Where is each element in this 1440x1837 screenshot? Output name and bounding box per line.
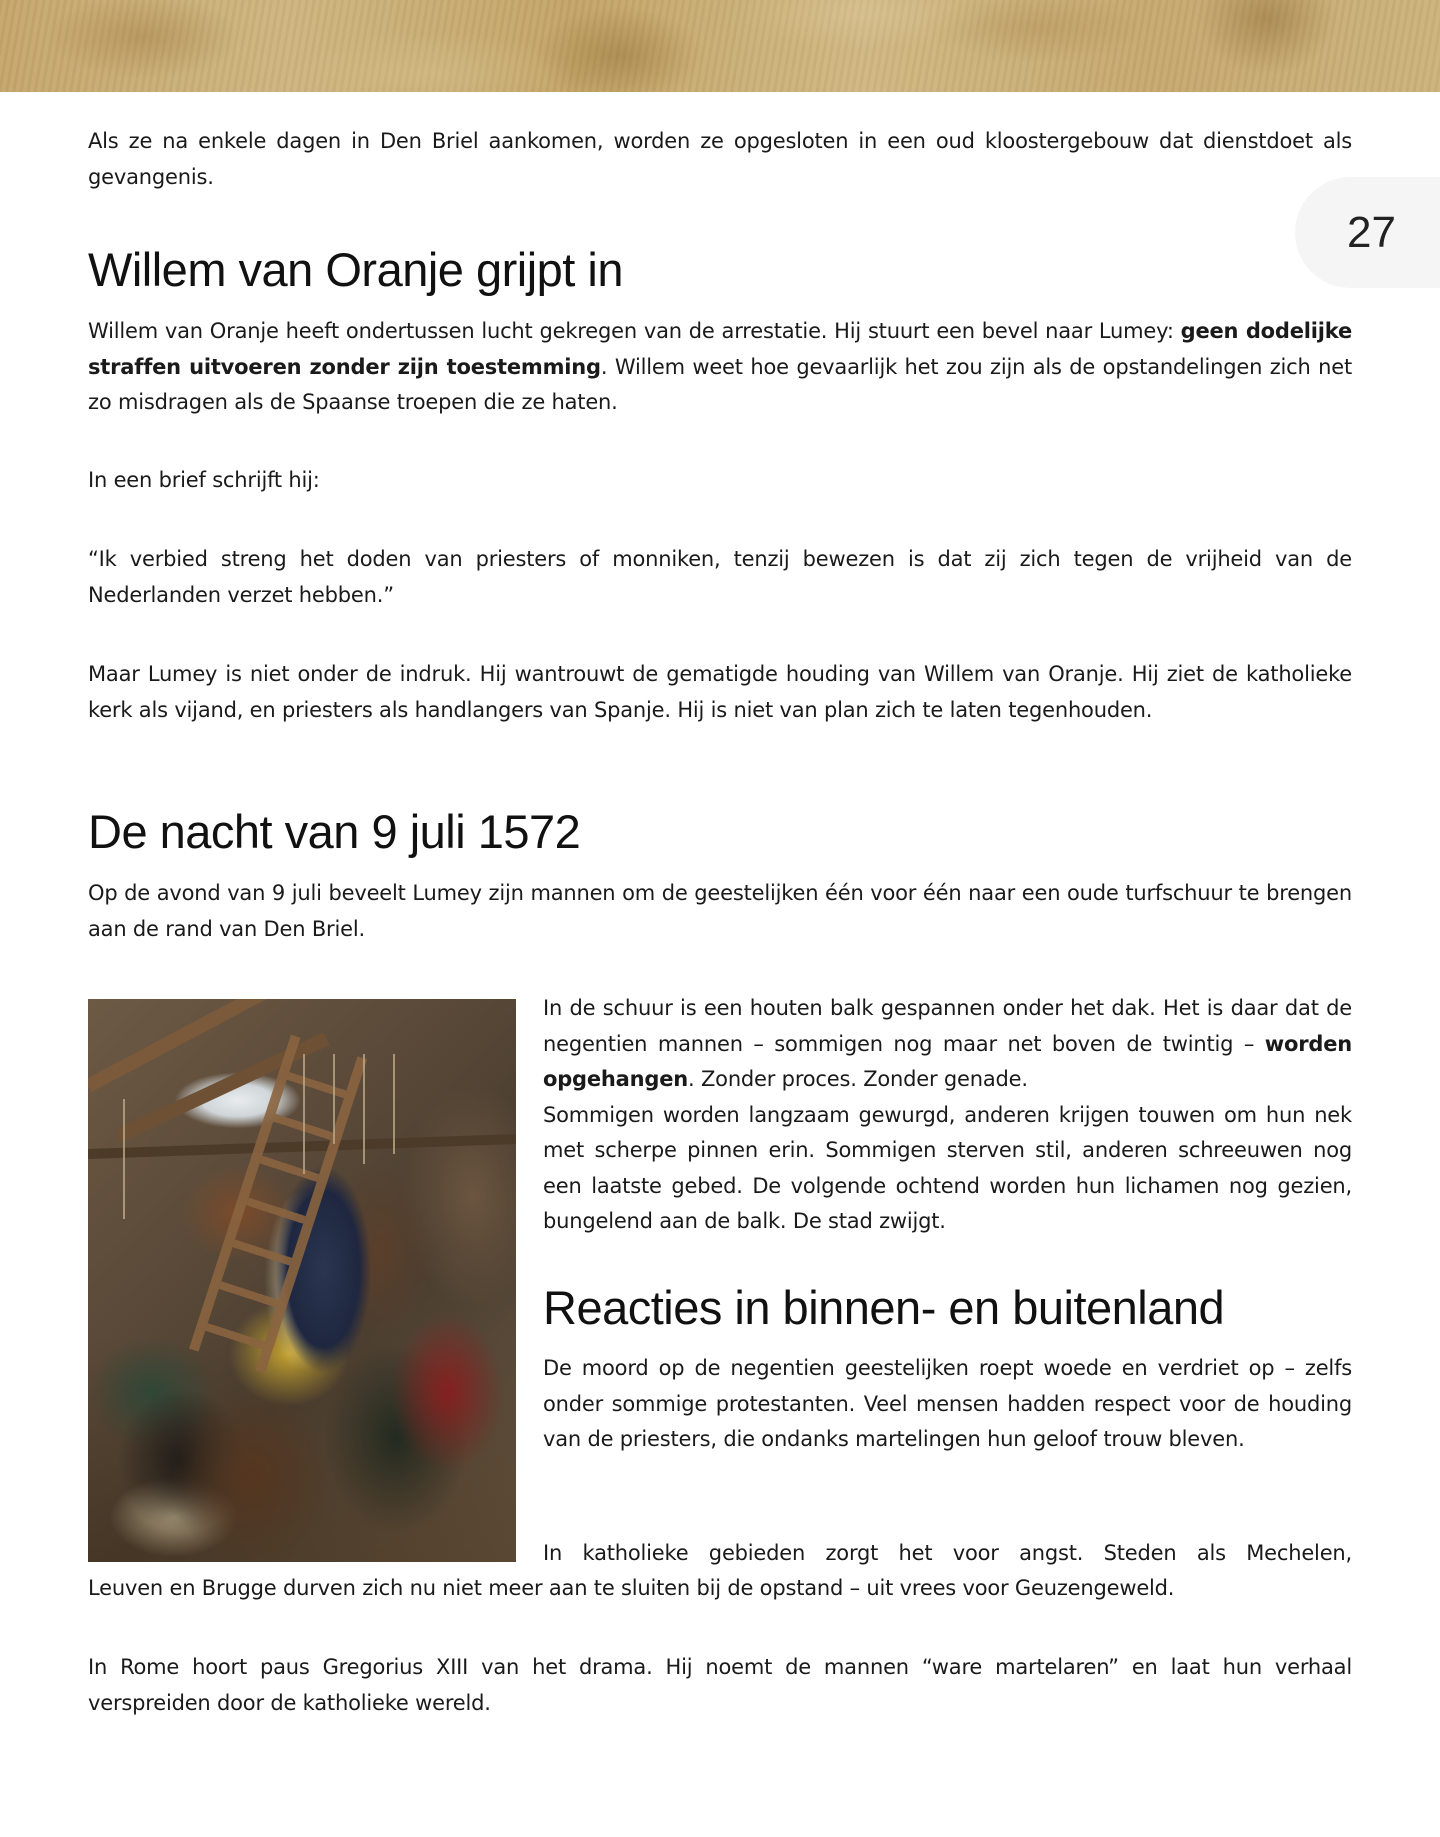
section2-paragraph-3: Sommigen worden langzaam gewurgd, anderen krijgen touwen om hun nek met scherpe pinnen erin. Sommigen sterven stil, anderen schreeuwen nog een laatste gebed. De volgende ochtend worden hun lichamen nog gezien, bungelend aan de balk. De stad zwijgt. bbox=[543, 1102, 1352, 1233]
section2-paragraph-2 bbox=[543, 991, 1352, 1098]
section3-paragraph-2-line-1: In katholieke gebieden zorgt het voor angst. Steden als Mechelen, bbox=[543, 1541, 1352, 1565]
bold-emphasis: geen dodelijke straffen uitvoeren zonder zijn toestemming bbox=[88, 319, 1352, 379]
rope-shape bbox=[363, 1054, 365, 1164]
quote-block bbox=[88, 542, 1352, 613]
section3-p2-line2-block bbox=[88, 1571, 1352, 1607]
section3-p2-line1-block bbox=[543, 1536, 1352, 1572]
section1-p1-block bbox=[88, 314, 1352, 421]
painting-image bbox=[88, 999, 516, 1562]
intro-block bbox=[88, 124, 1352, 195]
section1-p3-block bbox=[88, 657, 1352, 728]
intro-paragraph: Als ze na enkele dagen in Den Briel aankomen, worden ze opgesloten in een oud kloostergebouw dat dienstdoet als gevangenis. bbox=[88, 129, 1352, 189]
section3-p1-block bbox=[543, 1351, 1352, 1458]
rope-shape bbox=[303, 1054, 305, 1174]
section3-paragraph-3: In Rome hoort paus Gregorius XIII van het drama. Hij noemt de mannen “ware martelaren” en laat hun verhaal verspreiden door de katholieke wereld. bbox=[88, 1655, 1352, 1715]
section3-p3-block bbox=[88, 1650, 1352, 1721]
right-column-section2 bbox=[543, 991, 1352, 1240]
section2-paragraph-1: Op de avond van 9 juli beveelt Lumey zijn mannen om de geestelijken één voor één naar een oude turfschuur te brengen aan de rand van Den Briel. bbox=[88, 881, 1352, 941]
section-willem-heading-block bbox=[88, 242, 1352, 298]
quote-paragraph: “Ik verbied streng het doden van priesters of monniken, tenzij bewezen is dat zij zich tegen de vrijheid van de Nederlanden verzet hebben.” bbox=[88, 547, 1352, 607]
section-nacht-heading-block bbox=[88, 804, 1352, 860]
text-run: In de schuur is een houten balk gespannen onder het dak. Het is daar dat de negentien mannen – sommigen nog maar net boven de twintig – bbox=[543, 996, 1352, 1056]
page-number: 27 bbox=[1347, 207, 1396, 257]
section1-p2-block bbox=[88, 463, 1352, 499]
section1-paragraph-3: Maar Lumey is niet onder de indruk. Hij wantrouwt de gematigde houding van Willem van Oranje. Hij ziet de katholieke kerk als vijand, en priesters als handlangers van Spanje. Hij is niet van plan zich te laten tegenhouden. bbox=[88, 662, 1352, 722]
text-run: . Zonder proces. Zonder genade. bbox=[688, 1067, 1028, 1091]
rope-shape bbox=[393, 1054, 395, 1154]
section2-p1-block bbox=[88, 876, 1352, 947]
section-reacties-heading-block bbox=[543, 1280, 1352, 1336]
bold-emphasis: worden opgehangen bbox=[543, 1031, 1352, 1091]
section3-paragraph-1: De moord op de negentien geestelijken roept woede en verdriet op – zelfs onder sommige protestanten. Veel mensen hadden respect voor de houding van de priesters, die ondanks martelingen hun geloof trouw bleven. bbox=[543, 1356, 1352, 1451]
parchment-header-banner bbox=[0, 0, 1440, 92]
text-run: Willem van Oranje heeft ondertussen lucht gekregen van de arrestatie. Hij stuurt een bevel naar Lumey: bbox=[88, 319, 1181, 343]
section-heading-willem-van-oranje: Willem van Oranje grijpt in bbox=[88, 243, 624, 296]
section3-paragraph-2-line-2: Leuven en Brugge durven zich nu niet meer aan te sluiten bij de opstand – uit vrees voor Geuzengeweld. bbox=[88, 1576, 1175, 1600]
text-run: . Willem weet hoe gevaarlijk het zou zijn als de opstandelingen zich net zo misdragen als de Spaanse troepen die ze haten. bbox=[88, 354, 1352, 414]
section1-paragraph-1 bbox=[88, 314, 1352, 421]
rope-shape bbox=[123, 1099, 125, 1219]
section1-paragraph-2: In een brief schrijft hij: bbox=[88, 468, 320, 492]
rope-shape bbox=[333, 1054, 335, 1144]
section-heading-de-nacht: De nacht van 9 juli 1572 bbox=[88, 805, 581, 858]
section-heading-reacties: Reacties in binnen- en buitenland bbox=[543, 1281, 1225, 1334]
